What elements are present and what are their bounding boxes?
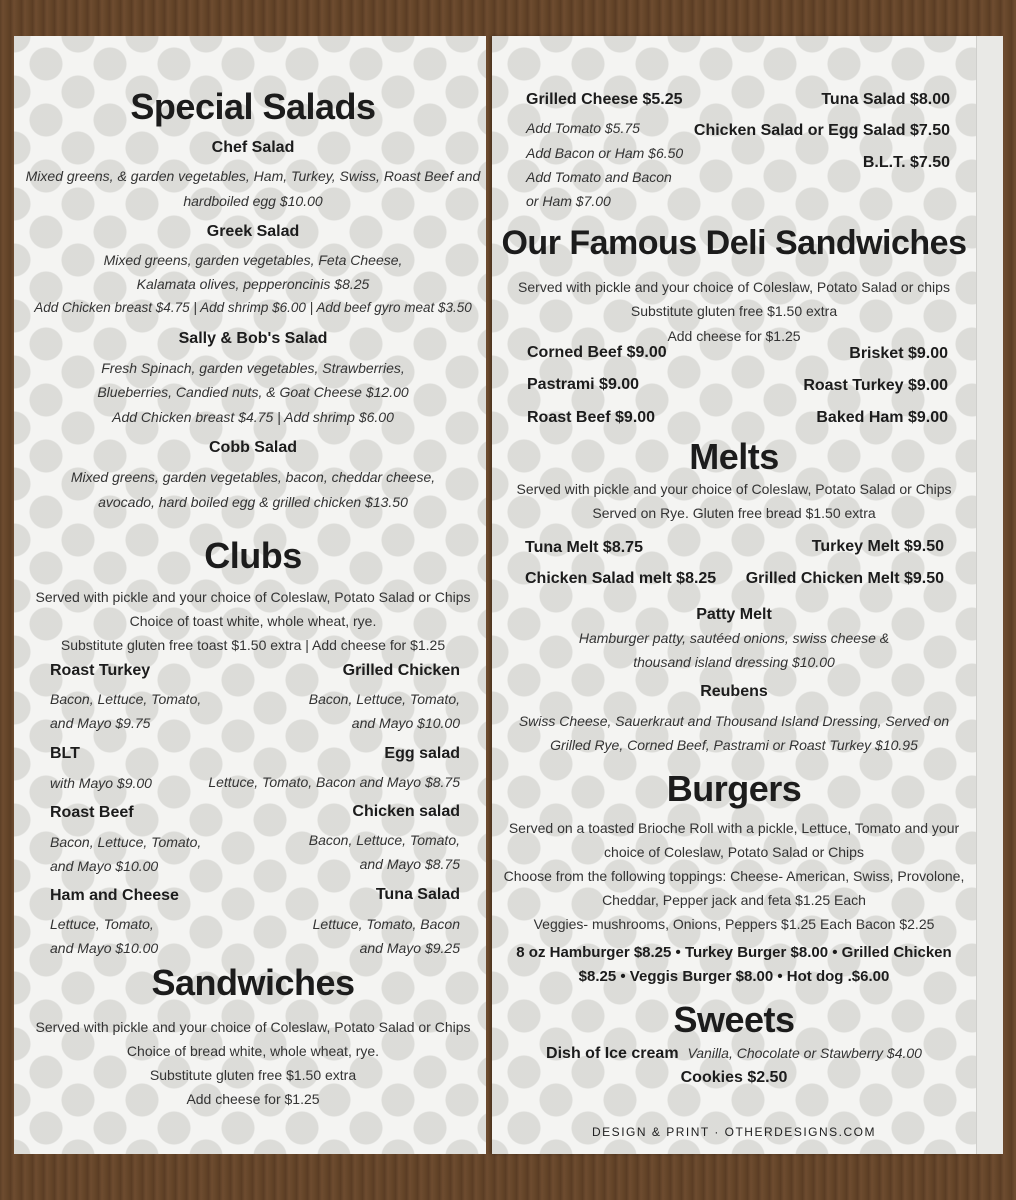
deli-heading: Our Famous Deli Sandwiches <box>501 224 967 262</box>
clubs-intro-1: Served with pickle and your choice of Coleslaw, Potato Salad or Chips <box>35 589 471 605</box>
patty-melt-desc: Hamburger patty, sautéed onions, swiss cheese & <box>578 630 890 646</box>
greek-salad-name: Greek Salad <box>206 223 300 240</box>
club-egg-salad-desc: Lettuce, Tomato, Bacon and Mayo $8.75 <box>208 774 460 790</box>
deli-roast-beef: Roast Beef $9.00 <box>527 409 656 426</box>
grilled-cheese-item: Grilled Cheese $5.25 <box>526 91 683 108</box>
club-tuna-salad-name: Tuna Salad <box>375 886 460 903</box>
club-blt-name: BLT <box>50 745 80 762</box>
blt-sandwich: B.L.T. $7.50 <box>862 154 950 171</box>
chef-salad-desc: Mixed greens, & garden vegetables, Ham, Turkey, Swiss, Roast Beef and <box>25 168 481 184</box>
club-grilled-chicken-name: Grilled Chicken <box>342 662 460 679</box>
club-ham-cheese-price: and Mayo $10.00 <box>50 940 159 956</box>
sally-bob-salad-addons: Add Chicken breast $4.75 | Add shrimp $6.00 <box>112 409 394 425</box>
burgers-intro-1: Served on a toasted Brioche Roll with a pickle, Lettuce, Tomato and your <box>508 820 960 836</box>
melt-tuna: Tuna Melt $8.75 <box>525 539 643 556</box>
club-tuna-salad-desc: Lettuce, Tomato, Bacon <box>312 916 460 932</box>
deli-intro-1: Served with pickle and your choice of Coleslaw, Potato Salad or chips <box>518 279 950 295</box>
club-ham-cheese-name: Ham and Cheese <box>50 887 179 904</box>
burgers-items-2: $8.25 • Veggis Burger $8.00 • Hot dog .$6.00 <box>578 968 890 985</box>
sally-bob-salad-price: Blueberries, Candied nuts, & Goat Cheese $12.00 <box>97 384 409 400</box>
patty-melt-name: Patty Melt <box>696 606 772 623</box>
tuna-salad-sandwich: Tuna Salad $8.00 <box>821 91 950 108</box>
club-tuna-salad-price: and Mayo $9.25 <box>359 940 460 956</box>
burgers-heading: Burgers <box>666 768 802 809</box>
melt-turkey: Turkey Melt $9.50 <box>811 538 944 555</box>
club-chicken-salad-price: and Mayo $8.75 <box>359 856 460 872</box>
melt-chicken-salad: Chicken Salad melt $8.25 <box>525 570 717 587</box>
club-roast-turkey-desc: Bacon, Lettuce, Tomato, <box>50 691 202 707</box>
club-chicken-salad-desc: Bacon, Lettuce, Tomato, <box>308 832 460 848</box>
special-salads-heading: Special Salads <box>130 86 376 127</box>
club-roast-turkey-name: Roast Turkey <box>50 662 151 679</box>
deli-intro-2: Substitute gluten free $1.50 extra <box>630 303 838 319</box>
sweets-heading: Sweets <box>673 999 795 1040</box>
chef-salad-price: hardboiled egg $10.00 <box>183 193 323 209</box>
reubens-name: Reubens <box>700 683 768 700</box>
sally-bob-salad-desc: Fresh Spinach, garden vegetables, Strawberries, <box>101 360 405 376</box>
reubens-desc: Swiss Cheese, Sauerkraut and Thousand Island Dressing, Served on <box>518 713 950 729</box>
patty-melt-price: thousand island dressing $10.00 <box>633 654 835 670</box>
sandwiches-intro-4: Add cheese for $1.25 <box>186 1091 320 1107</box>
cobb-salad-desc: Mixed greens, garden vegetables, bacon, cheddar cheese, <box>70 469 436 485</box>
melts-intro-2: Served on Rye. Gluten free bread $1.50 extra <box>592 505 876 521</box>
greek-salad-price: Kalamata olives, pepperoncinis $8.25 <box>136 276 370 292</box>
melts-intro-1: Served with pickle and your choice of Coleslaw, Potato Salad or Chips <box>516 481 952 497</box>
sweets-cookies: Cookies $2.50 <box>680 1069 788 1086</box>
deli-brisket: Brisket $9.00 <box>849 345 948 362</box>
club-chicken-salad-name: Chicken salad <box>352 803 460 820</box>
sandwiches-heading: Sandwiches <box>151 962 355 1003</box>
club-roast-beef-name: Roast Beef <box>50 804 134 821</box>
clubs-intro-2: Choice of toast white, whole wheat, rye. <box>129 613 377 629</box>
cobb-salad-name: Cobb Salad <box>208 439 297 456</box>
club-roast-turkey-price: and Mayo $9.75 <box>50 715 151 731</box>
grilled-cheese-addon-3: Add Tomato and Bacon <box>526 169 672 185</box>
chef-salad-name: Chef Salad <box>211 139 295 156</box>
melts-heading: Melts <box>689 436 779 477</box>
clubs-heading: Clubs <box>204 535 302 576</box>
menu-fold-edge <box>976 36 1003 1154</box>
deli-roast-turkey: Roast Turkey $9.00 <box>803 377 948 394</box>
club-roast-beef-price: and Mayo $10.00 <box>50 858 159 874</box>
deli-baked-ham: Baked Ham $9.00 <box>816 409 948 426</box>
ice-cream-desc: Vanilla, Chocolate or Stawberry $4.00 <box>687 1045 922 1061</box>
club-roast-beef-desc: Bacon, Lettuce, Tomato, <box>50 834 202 850</box>
club-grilled-chicken-price: and Mayo $10.00 <box>351 715 460 731</box>
club-egg-salad-name: Egg salad <box>384 745 460 762</box>
deli-pastrami: Pastrami $9.00 <box>527 376 640 393</box>
burgers-intro-2: choice of Coleslaw, Potato Salad or Chips <box>604 844 864 860</box>
burgers-intro-3: Choose from the following toppings: Cheese- American, Swiss, Provolone, <box>503 868 965 884</box>
greek-salad-addons: Add Chicken breast $4.75 | Add shrimp $6.00 | Add beef gyro meat $3.50 <box>34 300 472 315</box>
footer-credit: DESIGN & PRINT · OTHERDESIGNS.COM <box>592 1125 876 1139</box>
sally-bob-salad-name: Sally & Bob's Salad <box>178 330 328 347</box>
club-grilled-chicken-desc: Bacon, Lettuce, Tomato, <box>308 691 460 707</box>
deli-intro-3: Add cheese for $1.25 <box>667 328 801 344</box>
greek-salad-desc: Mixed greens, garden vegetables, Feta Cheese, <box>103 252 403 268</box>
ice-cream-label: Dish of Ice cream <box>546 1045 679 1062</box>
clubs-intro-3: Substitute gluten free toast $1.50 extra | Add cheese for $1.25 <box>60 637 446 653</box>
club-blt-price: with Mayo $9.00 <box>50 775 152 791</box>
chicken-egg-salad-sandwich: Chicken Salad or Egg Salad $7.50 <box>693 122 950 139</box>
sandwiches-intro-2: Choice of bread white, whole wheat, rye. <box>126 1043 380 1059</box>
burgers-intro-4: Cheddar, Pepper jack and feta $1.25 Each <box>602 892 866 908</box>
burgers-items-1: 8 oz Hamburger $8.25 • Turkey Burger $8.00 • Grilled Chicken <box>516 944 952 961</box>
reubens-price: Grilled Rye, Corned Beef, Pastrami or Roast Turkey $10.95 <box>550 737 918 753</box>
grilled-cheese-addon-1: Add Tomato $5.75 <box>526 120 640 136</box>
deli-corned-beef: Corned Beef $9.00 <box>527 344 667 361</box>
sandwiches-intro-3: Substitute gluten free $1.50 extra <box>149 1067 357 1083</box>
sandwiches-intro-1: Served with pickle and your choice of Coleslaw, Potato Salad or Chips <box>35 1019 471 1035</box>
burgers-intro-5: Veggies- mushrooms, Onions, Peppers $1.25 Each Bacon $2.25 <box>533 916 935 932</box>
sweets-ice-cream <box>492 1045 976 1063</box>
melt-grilled-chicken: Grilled Chicken Melt $9.50 <box>745 570 944 587</box>
club-ham-cheese-desc: Lettuce, Tomato, <box>50 916 154 932</box>
cobb-salad-price: avocado, hard boiled egg & grilled chicken $13.50 <box>98 494 408 510</box>
grilled-cheese-addon-4: or Ham $7.00 <box>526 193 611 209</box>
grilled-cheese-addon-2: Add Bacon or Ham $6.50 <box>526 145 684 161</box>
